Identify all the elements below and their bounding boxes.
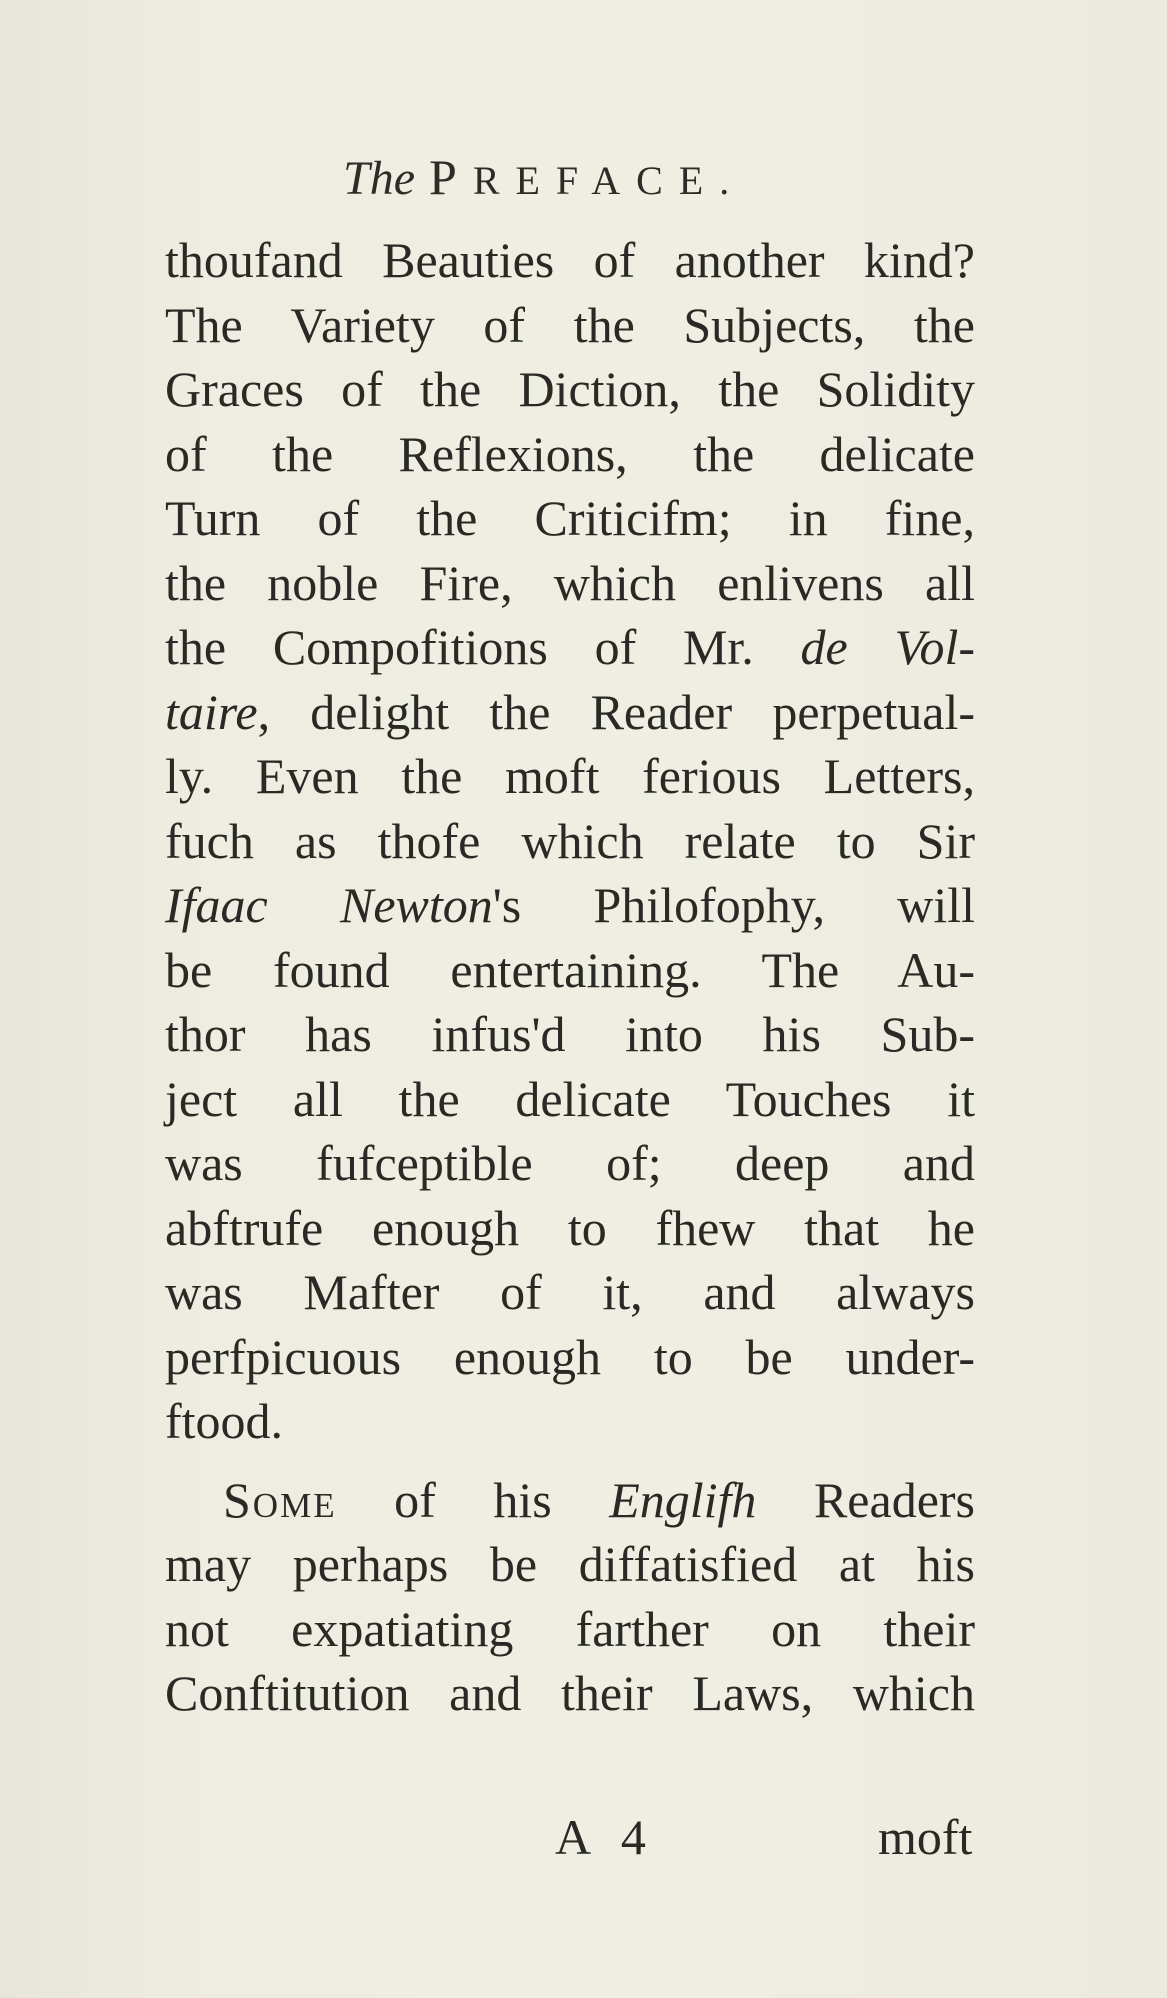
text-segment: of his <box>336 1471 610 1528</box>
text-line: Conftitution and their Laws, which <box>165 1665 975 1721</box>
body-text <box>165 228 975 1726</box>
running-header <box>343 148 745 206</box>
text-line: may perhaps be diffatisfied at his <box>165 1536 975 1592</box>
text-line <box>165 615 975 680</box>
header-title <box>429 149 746 205</box>
text-line: perfpicuous enough to be under- <box>165 1328 975 1385</box>
text-line: thoufand Beauties of another kind? <box>165 232 975 288</box>
text-line: Graces of the Diction, the Solidity <box>165 361 975 417</box>
text-line: was Mafter of it, and always <box>165 1264 975 1320</box>
text-line: of the Reflexions, the delicate <box>165 425 975 482</box>
italic-name: taire <box>165 683 258 740</box>
paragraph-gap <box>165 1454 975 1468</box>
text-line: fuch as thofe which relate to Sir <box>165 812 975 869</box>
italic-name: Ifaac Newton <box>165 877 493 933</box>
page-footer <box>0 1808 1167 1868</box>
header-the: The <box>343 152 415 205</box>
text-line: The Variety of the Subjects, the <box>165 296 975 353</box>
text-line: abftrufe enough to fhew that he <box>165 1199 975 1256</box>
text-segment: 's Philofophy, will <box>492 877 975 933</box>
text-line: thor has infus'd into his Sub- <box>165 1006 975 1062</box>
text-line: be found entertaining. The Au- <box>165 941 975 998</box>
header-title-initial: P <box>429 149 473 205</box>
text-line <box>165 680 975 745</box>
text-segment: , delight the Reader perpetual- <box>257 683 975 740</box>
text-line: ject all the delicate Touches it <box>165 1070 975 1127</box>
text-line: was fufceptible of; deep and <box>165 1135 975 1191</box>
italic-name: Englifh <box>609 1471 757 1528</box>
header-title-rest: REFACE. <box>472 158 746 203</box>
text-line: ftood. <box>165 1393 284 1449</box>
signature-mark: A 4 <box>555 1809 656 1865</box>
catchword: moft <box>878 1809 973 1865</box>
small-caps-lead: Some <box>223 1471 337 1528</box>
text-segment: Readers <box>756 1471 975 1528</box>
text-line: not expatiating farther on their <box>165 1600 975 1657</box>
text-line: ly. Even the moft ferious Letters, <box>165 748 975 804</box>
paragraph-opening-line <box>165 1468 975 1533</box>
text-segment: the Compofitions of Mr. <box>165 619 801 675</box>
text-line: the noble Fire, which enlivens all <box>165 554 975 611</box>
text-line: Turn of the Criticifm; in fine, <box>165 490 975 546</box>
text-line <box>165 873 975 938</box>
italic-name: de Vol- <box>800 619 976 675</box>
